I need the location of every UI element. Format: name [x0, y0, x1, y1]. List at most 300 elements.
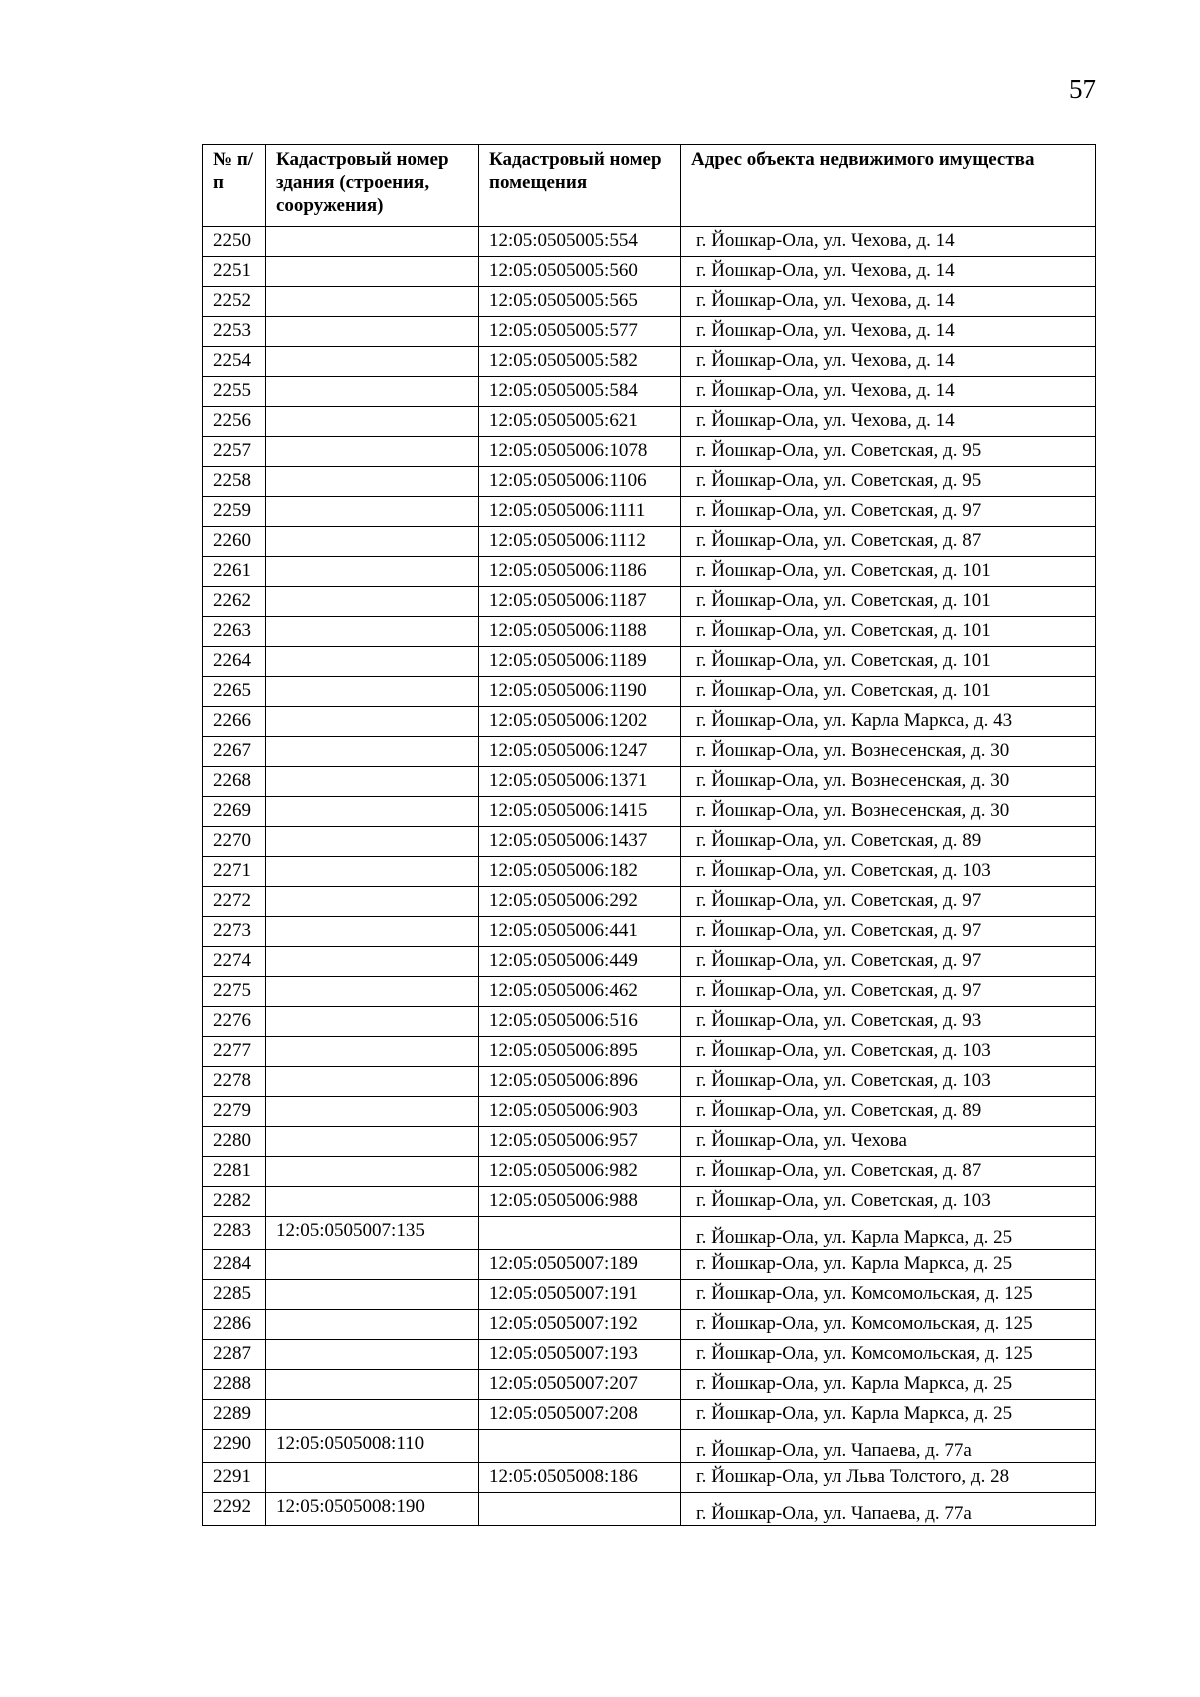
room-cadastral-number-cell — [479, 377, 681, 407]
building-cadastral-number-cell — [266, 1463, 479, 1493]
property-address-cell — [681, 1187, 1096, 1217]
row-number: 2260 — [213, 530, 251, 551]
row-number-cell — [203, 647, 266, 677]
room-cadastral-number-cell — [479, 857, 681, 887]
row-number: 2270 — [213, 830, 251, 851]
property-address: г. Йошкар-Ола, ул Льва Толстого, д. 28 — [696, 1466, 1010, 1487]
building-cadastral-number-cell — [266, 407, 479, 437]
building-cadastral-number — [266, 257, 478, 260]
row-number-cell — [203, 827, 266, 857]
table-row — [203, 287, 1096, 317]
property-address: г. Йошкар-Ола, ул. Чехова, д. 14 — [696, 290, 955, 311]
property-address: г. Йошкар-Ола, ул. Советская, д. 93 — [696, 1010, 982, 1031]
room-cadastral-number: 12:05:0505006:1187 — [489, 590, 647, 611]
building-cadastral-number — [266, 437, 478, 440]
building-cadastral-number-cell — [266, 1097, 479, 1127]
building-cadastral-number — [266, 917, 478, 920]
row-number: 2273 — [213, 920, 251, 941]
row-number-cell — [203, 1370, 266, 1400]
room-cadastral-number-cell — [479, 677, 681, 707]
property-address-cell — [681, 737, 1096, 767]
property-address: г. Йошкар-Ола, ул. Советская, д. 101 — [696, 650, 991, 671]
row-number: 2279 — [213, 1100, 251, 1121]
building-cadastral-number-cell — [266, 827, 479, 857]
building-cadastral-number-cell — [266, 617, 479, 647]
property-address: г. Йошкар-Ола, ул. Комсомольская, д. 125 — [696, 1283, 1033, 1304]
room-cadastral-number: 12:05:0505008:186 — [489, 1466, 638, 1487]
table-row — [203, 497, 1096, 527]
property-address: г. Йошкар-Ола, ул. Советская, д. 87 — [696, 1160, 982, 1181]
room-cadastral-number-cell — [479, 977, 681, 1007]
room-cadastral-number-cell — [479, 1067, 681, 1097]
property-address-cell — [681, 917, 1096, 947]
table-row — [203, 1157, 1096, 1187]
room-cadastral-number: 12:05:0505006:516 — [489, 1010, 638, 1031]
building-cadastral-number — [266, 1310, 478, 1313]
property-table — [202, 144, 1096, 1526]
building-cadastral-number-cell — [266, 557, 479, 587]
row-number: 2281 — [213, 1160, 251, 1181]
property-address: г. Йошкар-Ола, ул. Советская, д. 95 — [696, 440, 982, 461]
property-address-cell — [681, 317, 1096, 347]
room-cadastral-number-cell — [479, 1037, 681, 1067]
table-row — [203, 647, 1096, 677]
room-cadastral-number-cell — [479, 557, 681, 587]
property-address: г. Йошкар-Ола, ул. Карла Маркса, д. 25 — [696, 1373, 1013, 1394]
row-number: 2291 — [213, 1466, 251, 1487]
row-number-cell — [203, 767, 266, 797]
room-cadastral-number-cell — [479, 827, 681, 857]
room-cadastral-number-cell — [479, 1493, 681, 1526]
row-number-cell — [203, 587, 266, 617]
property-address-cell — [681, 1370, 1096, 1400]
room-cadastral-number: 12:05:0505006:1189 — [489, 650, 647, 671]
property-address: г. Йошкар-Ола, ул. Комсомольская, д. 125 — [696, 1343, 1033, 1364]
room-cadastral-number-cell — [479, 1370, 681, 1400]
room-cadastral-number-cell — [479, 347, 681, 377]
building-cadastral-number — [266, 827, 478, 830]
building-cadastral-number-cell — [266, 797, 479, 827]
room-cadastral-number: 12:05:0505006:449 — [489, 950, 638, 971]
building-cadastral-number — [266, 407, 478, 410]
row-number-cell — [203, 377, 266, 407]
property-address-cell — [681, 257, 1096, 287]
room-cadastral-number-cell — [479, 707, 681, 737]
room-cadastral-number-cell — [479, 497, 681, 527]
room-cadastral-number: 12:05:0505006:462 — [489, 980, 638, 1001]
room-cadastral-number: 12:05:0505007:189 — [489, 1253, 638, 1274]
room-cadastral-number: 12:05:0505006:1190 — [489, 680, 647, 701]
property-address-cell — [681, 767, 1096, 797]
property-address: г. Йошкар-Ола, ул. Советская, д. 103 — [696, 1190, 991, 1211]
row-number: 2289 — [213, 1403, 251, 1424]
property-address: г. Йошкар-Ола, ул. Советская, д. 103 — [696, 860, 991, 881]
room-cadastral-number: 12:05:0505005:560 — [489, 260, 638, 281]
building-cadastral-number — [266, 1127, 478, 1130]
building-cadastral-number-cell — [266, 647, 479, 677]
property-address-cell — [681, 497, 1096, 527]
row-number-cell — [203, 467, 266, 497]
building-cadastral-number — [266, 1250, 478, 1253]
building-cadastral-number — [266, 707, 478, 710]
building-cadastral-number — [266, 227, 478, 230]
room-cadastral-number: 12:05:0505006:1078 — [489, 440, 648, 461]
property-address: г. Йошкар-Ола, ул. Вознесенская, д. 30 — [696, 800, 1010, 821]
table-row — [203, 827, 1096, 857]
room-cadastral-number: 12:05:0505007:192 — [489, 1313, 638, 1334]
property-address: г. Йошкар-Ола, ул. Чехова, д. 14 — [696, 320, 955, 341]
room-cadastral-number-cell — [479, 1310, 681, 1340]
building-cadastral-number — [266, 287, 478, 290]
room-cadastral-number: 12:05:0505007:191 — [489, 1283, 638, 1304]
property-address-cell — [681, 287, 1096, 317]
room-cadastral-number-cell — [479, 647, 681, 677]
building-cadastral-number — [266, 1463, 478, 1466]
building-cadastral-number-cell — [266, 257, 479, 287]
row-number-cell — [203, 287, 266, 317]
building-cadastral-number-cell — [266, 347, 479, 377]
building-cadastral-number-cell — [266, 677, 479, 707]
row-number-cell — [203, 947, 266, 977]
property-address-cell — [681, 857, 1096, 887]
building-cadastral-number-cell — [266, 917, 479, 947]
room-cadastral-number: 12:05:0505005:565 — [489, 290, 638, 311]
room-cadastral-number: 12:05:0505006:1202 — [489, 710, 648, 731]
room-cadastral-number-cell — [479, 317, 681, 347]
building-cadastral-number-cell — [266, 1493, 479, 1526]
row-number: 2271 — [213, 860, 251, 881]
building-cadastral-number-cell — [266, 1400, 479, 1430]
room-cadastral-number-cell — [479, 527, 681, 557]
row-number-cell — [203, 707, 266, 737]
property-address: г. Йошкар-Ола, ул. Чехова — [696, 1130, 907, 1151]
property-address-cell — [681, 347, 1096, 377]
room-cadastral-number: 12:05:0505006:441 — [489, 920, 638, 941]
property-address-cell — [681, 1310, 1096, 1340]
property-address-cell — [681, 1127, 1096, 1157]
property-address-cell — [681, 617, 1096, 647]
row-number: 2287 — [213, 1343, 251, 1364]
row-number: 2257 — [213, 440, 251, 461]
room-cadastral-number-cell — [479, 407, 681, 437]
property-address-cell — [681, 227, 1096, 257]
header-address: Адрес объекта недвижимого имущества — [681, 145, 1096, 227]
room-cadastral-number: 12:05:0505005:554 — [489, 230, 638, 251]
row-number: 2288 — [213, 1373, 251, 1394]
row-number-cell — [203, 437, 266, 467]
room-cadastral-number-cell — [479, 1127, 681, 1157]
building-cadastral-number: 12:05:0505007:135 — [276, 1220, 425, 1241]
row-number: 2285 — [213, 1283, 251, 1304]
building-cadastral-number — [266, 1037, 478, 1040]
building-cadastral-number — [266, 1157, 478, 1160]
room-cadastral-number: 12:05:0505007:207 — [489, 1373, 638, 1394]
room-cadastral-number-cell — [479, 437, 681, 467]
property-address: г. Йошкар-Ола, ул. Вознесенская, д. 30 — [696, 770, 1010, 791]
building-cadastral-number — [266, 677, 478, 680]
building-cadastral-number — [266, 347, 478, 350]
property-address: г. Йошкар-Ола, ул. Советская, д. 103 — [696, 1040, 991, 1061]
row-number-cell — [203, 1310, 266, 1340]
row-number-cell — [203, 1493, 266, 1526]
row-number-cell — [203, 797, 266, 827]
property-address-cell — [681, 1157, 1096, 1187]
row-number-cell — [203, 1400, 266, 1430]
table-row — [203, 887, 1096, 917]
room-cadastral-number: 12:05:0505005:621 — [489, 410, 638, 431]
table-row — [203, 737, 1096, 767]
building-cadastral-number — [266, 557, 478, 560]
row-number: 2272 — [213, 890, 251, 911]
property-address-cell — [681, 527, 1096, 557]
table-row — [203, 257, 1096, 287]
room-cadastral-number-cell — [479, 1430, 681, 1463]
property-address: г. Йошкар-Ола, ул. Чехова, д. 14 — [696, 380, 955, 401]
row-number: 2253 — [213, 320, 251, 341]
table-row — [203, 227, 1096, 257]
property-address: г. Йошкар-Ола, ул. Карла Маркса, д. 25 — [696, 1253, 1013, 1274]
table-row — [203, 437, 1096, 467]
building-cadastral-number-cell — [266, 467, 479, 497]
building-cadastral-number-cell — [266, 977, 479, 1007]
page-number: 57 — [1069, 74, 1096, 104]
room-cadastral-number: 12:05:0505005:582 — [489, 350, 638, 371]
table-row — [203, 377, 1096, 407]
row-number-cell — [203, 1127, 266, 1157]
room-cadastral-number-cell — [479, 1400, 681, 1430]
table-row — [203, 527, 1096, 557]
property-address-cell — [681, 1430, 1096, 1463]
row-number: 2277 — [213, 1040, 251, 1061]
table-row — [203, 767, 1096, 797]
property-address: г. Йошкар-Ола, ул. Карла Маркса, д. 25 — [696, 1227, 1013, 1248]
row-number-cell — [203, 1280, 266, 1310]
row-number-cell — [203, 257, 266, 287]
row-number-cell — [203, 557, 266, 587]
property-address: г. Йошкар-Ола, ул. Чехова, д. 14 — [696, 410, 955, 431]
row-number-cell — [203, 527, 266, 557]
property-address: г. Йошкар-Ола, ул. Чапаева, д. 77а — [696, 1440, 972, 1461]
table-row — [203, 1463, 1096, 1493]
property-address-cell — [681, 647, 1096, 677]
property-address: г. Йошкар-Ола, ул. Советская, д. 103 — [696, 1070, 991, 1091]
room-cadastral-number: 12:05:0505006:1188 — [489, 620, 647, 641]
property-address-cell — [681, 1340, 1096, 1370]
table-row — [203, 1127, 1096, 1157]
table-row — [203, 1007, 1096, 1037]
room-cadastral-number-cell — [479, 1217, 681, 1250]
table-row — [203, 977, 1096, 1007]
table-row — [203, 1430, 1096, 1463]
room-cadastral-number-cell — [479, 737, 681, 767]
row-number-cell — [203, 1430, 266, 1463]
row-number-cell — [203, 887, 266, 917]
building-cadastral-number-cell — [266, 437, 479, 467]
table-row — [203, 467, 1096, 497]
row-number: 2263 — [213, 620, 251, 641]
building-cadastral-number-cell — [266, 947, 479, 977]
building-cadastral-number — [266, 857, 478, 860]
building-cadastral-number-cell — [266, 287, 479, 317]
building-cadastral-number — [266, 1400, 478, 1403]
property-address-cell — [681, 947, 1096, 977]
property-address: г. Йошкар-Ола, ул. Чехова, д. 14 — [696, 260, 955, 281]
row-number: 2259 — [213, 500, 251, 521]
room-cadastral-number: 12:05:0505006:903 — [489, 1100, 638, 1121]
building-cadastral-number-cell — [266, 767, 479, 797]
row-number-cell — [203, 317, 266, 347]
room-cadastral-number-cell — [479, 767, 681, 797]
building-cadastral-number — [266, 317, 478, 320]
room-cadastral-number — [479, 1493, 680, 1496]
property-address: г. Йошкар-Ола, ул. Советская, д. 97 — [696, 920, 982, 941]
property-address-cell — [681, 557, 1096, 587]
room-cadastral-number: 12:05:0505006:1415 — [489, 800, 648, 821]
building-cadastral-number-cell — [266, 497, 479, 527]
property-address-cell — [681, 587, 1096, 617]
property-address-cell — [681, 1217, 1096, 1250]
row-number-cell — [203, 677, 266, 707]
row-number: 2276 — [213, 1010, 251, 1031]
row-number: 2250 — [213, 230, 251, 251]
building-cadastral-number-cell — [266, 1280, 479, 1310]
room-cadastral-number-cell — [479, 947, 681, 977]
table-row — [203, 1217, 1096, 1250]
room-cadastral-number: 12:05:0505006:1437 — [489, 830, 648, 851]
table-row — [203, 677, 1096, 707]
row-number-cell — [203, 1340, 266, 1370]
table-row — [203, 917, 1096, 947]
table-row — [203, 407, 1096, 437]
property-address: г. Йошкар-Ола, ул. Советская, д. 97 — [696, 500, 982, 521]
room-cadastral-number: 12:05:0505006:895 — [489, 1040, 638, 1061]
header-room-cadastral: Кадастровый номер помещения — [479, 145, 681, 227]
room-cadastral-number: 12:05:0505006:1112 — [489, 530, 646, 551]
room-cadastral-number-cell — [479, 1340, 681, 1370]
building-cadastral-number-cell — [266, 317, 479, 347]
table-row — [203, 1187, 1096, 1217]
property-address: г. Йошкар-Ола, ул. Вознесенская, д. 30 — [696, 740, 1010, 761]
property-address-cell — [681, 827, 1096, 857]
property-address-cell — [681, 1097, 1096, 1127]
property-address-cell — [681, 887, 1096, 917]
table-row — [203, 557, 1096, 587]
room-cadastral-number-cell — [479, 917, 681, 947]
building-cadastral-number — [266, 1187, 478, 1190]
row-number: 2252 — [213, 290, 251, 311]
building-cadastral-number-cell — [266, 737, 479, 767]
table-row — [203, 1067, 1096, 1097]
property-address: г. Йошкар-Ола, ул. Чапаева, д. 77а — [696, 1503, 972, 1524]
building-cadastral-number — [266, 887, 478, 890]
property-address-cell — [681, 1007, 1096, 1037]
row-number-cell — [203, 1217, 266, 1250]
room-cadastral-number-cell — [479, 227, 681, 257]
building-cadastral-number-cell — [266, 1430, 479, 1463]
room-cadastral-number: 12:05:0505005:577 — [489, 320, 638, 341]
room-cadastral-number-cell — [479, 1280, 681, 1310]
table-row — [203, 707, 1096, 737]
building-cadastral-number-cell — [266, 1370, 479, 1400]
room-cadastral-number: 12:05:0505006:182 — [489, 860, 638, 881]
building-cadastral-number — [266, 977, 478, 980]
room-cadastral-number-cell — [479, 1097, 681, 1127]
table-row — [203, 1310, 1096, 1340]
building-cadastral-number-cell — [266, 857, 479, 887]
row-number: 2268 — [213, 770, 251, 791]
room-cadastral-number-cell — [479, 467, 681, 497]
property-address-cell — [681, 1280, 1096, 1310]
row-number-cell — [203, 347, 266, 377]
table-body — [203, 227, 1096, 1526]
building-cadastral-number — [266, 1340, 478, 1343]
building-cadastral-number — [266, 497, 478, 500]
row-number: 2278 — [213, 1070, 251, 1091]
room-cadastral-number-cell — [479, 797, 681, 827]
table-row — [203, 797, 1096, 827]
table-header-row — [203, 145, 1096, 227]
room-cadastral-number: 12:05:0505006:1111 — [489, 500, 646, 521]
room-cadastral-number-cell — [479, 887, 681, 917]
table-row — [203, 1493, 1096, 1526]
row-number: 2266 — [213, 710, 251, 731]
table-row — [203, 1370, 1096, 1400]
row-number-cell — [203, 1157, 266, 1187]
row-number: 2282 — [213, 1190, 251, 1211]
property-address: г. Йошкар-Ола, ул. Советская, д. 101 — [696, 620, 991, 641]
row-number: 2267 — [213, 740, 251, 761]
property-address: г. Йошкар-Ола, ул. Карла Маркса, д. 43 — [696, 710, 1013, 731]
room-cadastral-number: 12:05:0505006:1106 — [489, 470, 647, 491]
row-number-cell — [203, 1097, 266, 1127]
row-number-cell — [203, 1037, 266, 1067]
table-row — [203, 617, 1096, 647]
row-number: 2283 — [213, 1220, 251, 1241]
property-address-cell — [681, 407, 1096, 437]
row-number: 2264 — [213, 650, 251, 671]
row-number-cell — [203, 1463, 266, 1493]
room-cadastral-number: 12:05:0505006:1186 — [489, 560, 647, 581]
room-cadastral-number-cell — [479, 1463, 681, 1493]
row-number-cell — [203, 977, 266, 1007]
table-row — [203, 1400, 1096, 1430]
building-cadastral-number-cell — [266, 1127, 479, 1157]
room-cadastral-number: 12:05:0505006:1247 — [489, 740, 648, 761]
property-address-cell — [681, 437, 1096, 467]
room-cadastral-number: 12:05:0505006:982 — [489, 1160, 638, 1181]
table-row — [203, 587, 1096, 617]
room-cadastral-number-cell — [479, 587, 681, 617]
table-row — [203, 947, 1096, 977]
row-number: 2275 — [213, 980, 251, 1001]
property-address: г. Йошкар-Ола, ул. Карла Маркса, д. 25 — [696, 1403, 1013, 1424]
row-number: 2251 — [213, 260, 251, 281]
property-address-cell — [681, 377, 1096, 407]
row-number: 2284 — [213, 1253, 251, 1274]
property-address: г. Йошкар-Ола, ул. Советская, д. 87 — [696, 530, 982, 551]
building-cadastral-number — [266, 1007, 478, 1010]
row-number: 2261 — [213, 560, 251, 581]
row-number-cell — [203, 497, 266, 527]
property-address: г. Йошкар-Ола, ул. Советская, д. 95 — [696, 470, 982, 491]
building-cadastral-number — [266, 947, 478, 950]
property-address: г. Йошкар-Ола, ул. Советская, д. 97 — [696, 950, 982, 971]
table-row — [203, 1280, 1096, 1310]
property-address-cell — [681, 977, 1096, 1007]
building-cadastral-number-cell — [266, 527, 479, 557]
property-address: г. Йошкар-Ола, ул. Советская, д. 101 — [696, 680, 991, 701]
room-cadastral-number-cell — [479, 1187, 681, 1217]
